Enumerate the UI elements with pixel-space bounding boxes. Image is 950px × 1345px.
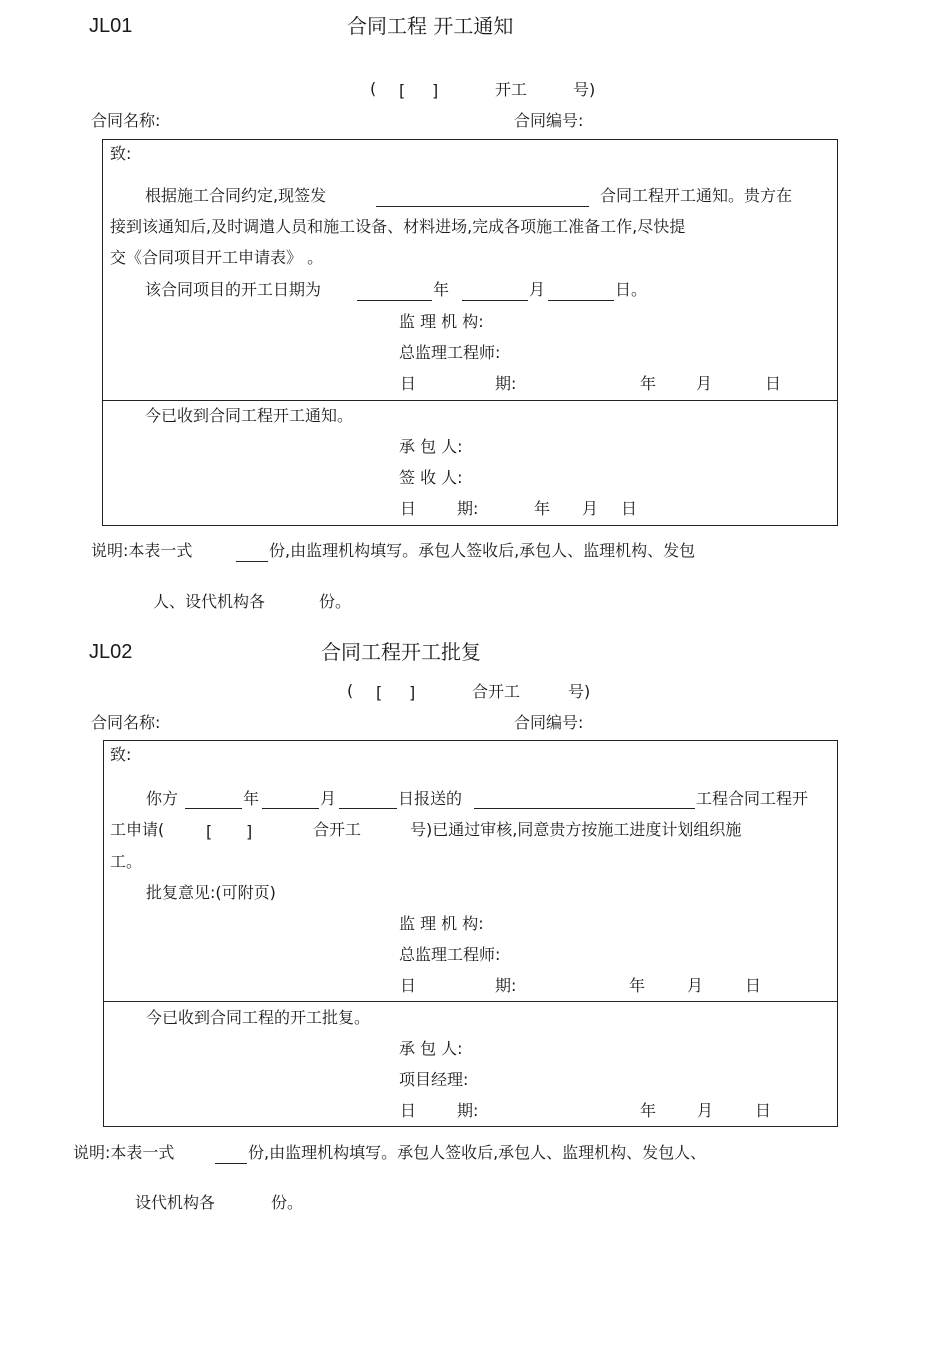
number-hao: 号) bbox=[568, 682, 591, 701]
month-blank[interactable] bbox=[262, 808, 319, 809]
month-label: 月 bbox=[529, 280, 546, 299]
number-left-bracket: [ bbox=[399, 81, 406, 100]
body-text: 工程合同工程开 bbox=[696, 789, 809, 808]
receipt-year: 年 bbox=[640, 1101, 657, 1120]
note-text: 份。 bbox=[271, 1193, 304, 1212]
receipt-month: 月 bbox=[582, 499, 599, 518]
supervision-org-label: 监 理 机 构: bbox=[399, 914, 484, 933]
receipt-day: 日 bbox=[755, 1101, 772, 1120]
body-text: 日报送的 bbox=[398, 789, 463, 808]
start-date-sentence: 该合同项目的开工日期为 bbox=[145, 280, 322, 299]
sign-year: 年 bbox=[629, 976, 646, 995]
number-right-bracket: ] bbox=[432, 81, 439, 100]
receipt-date-label: 日 bbox=[400, 499, 417, 518]
receipt-date-label: 期: bbox=[457, 1101, 479, 1120]
number-left-bracket: [ bbox=[376, 683, 383, 702]
contract-no-label: 合同编号: bbox=[514, 713, 584, 732]
sign-date-label: 期: bbox=[495, 374, 517, 393]
form-title: 合同工程开工批复 bbox=[321, 640, 481, 664]
receipt-date-label: 期: bbox=[457, 499, 479, 518]
note-text: 份,由监理机构填写。承包人签收后,承包人、监理机构、发包人、 bbox=[248, 1143, 707, 1162]
number-open-paren: ( bbox=[347, 681, 354, 700]
number-right-bracket: ] bbox=[246, 822, 253, 841]
sign-year: 年 bbox=[640, 374, 657, 393]
body-text: 接到该通知后,及时调遣人员和施工设备、材料进场,完成各项施工准备工作,尽快提 bbox=[110, 217, 686, 236]
body-text: 号)已通过审核,同意贵方按施工进度计划组织施 bbox=[410, 820, 742, 839]
year-blank[interactable] bbox=[185, 808, 242, 809]
form-title: 合同工程 开工通知 bbox=[347, 14, 514, 38]
receipt-year: 年 bbox=[534, 499, 551, 518]
table-divider bbox=[102, 400, 838, 401]
copies-blank[interactable] bbox=[215, 1163, 247, 1164]
project-name-blank[interactable] bbox=[376, 206, 589, 207]
signee-label: 签 收 人: bbox=[399, 468, 463, 487]
sign-date-label: 日 bbox=[400, 374, 417, 393]
contractor-label: 承 包 人: bbox=[399, 1039, 463, 1058]
contract-name-label: 合同名称: bbox=[91, 713, 161, 732]
contract-no-label: 合同编号: bbox=[514, 111, 584, 130]
opinion-label: 批复意见:(可附页) bbox=[146, 883, 276, 902]
receipt-day: 日 bbox=[621, 499, 638, 518]
year-label: 年 bbox=[433, 280, 450, 299]
note-text: 份,由监理机构填写。承包人签收后,承包人、监理机构、发包 bbox=[269, 541, 696, 560]
chief-engineer-label: 总监理工程师: bbox=[399, 945, 501, 964]
month-label: 月 bbox=[320, 789, 337, 808]
number-type: 开工 bbox=[495, 80, 528, 99]
to-label: 致: bbox=[110, 745, 132, 764]
body-text: 工。 bbox=[110, 852, 143, 871]
body-text: 交《合同项目开工申请表》 。 bbox=[110, 248, 324, 267]
day-blank[interactable] bbox=[339, 808, 397, 809]
copies-blank[interactable] bbox=[236, 561, 268, 562]
note-text: 份。 bbox=[319, 592, 352, 611]
body-text: 你方 bbox=[146, 789, 179, 808]
day-blank[interactable] bbox=[548, 300, 614, 301]
table-divider bbox=[103, 1001, 838, 1002]
number-right-bracket: ] bbox=[409, 683, 416, 702]
number-open-paren: ( bbox=[370, 79, 377, 98]
number-type: 合开工 bbox=[313, 820, 362, 839]
form-code: JL01 bbox=[89, 15, 133, 37]
sign-day: 日 bbox=[765, 374, 782, 393]
note-text: 人、设代机构各 bbox=[153, 592, 266, 611]
receipt-month: 月 bbox=[697, 1101, 714, 1120]
form-code: JL02 bbox=[89, 641, 133, 663]
sign-date-label: 期: bbox=[495, 976, 517, 995]
note-text: 说明:本表一式 bbox=[91, 541, 193, 560]
contractor-label: 承 包 人: bbox=[399, 437, 463, 456]
chief-engineer-label: 总监理工程师: bbox=[399, 343, 501, 362]
sign-month: 月 bbox=[696, 374, 713, 393]
supervision-org-label: 监 理 机 构: bbox=[399, 312, 484, 331]
note-text: 设代机构各 bbox=[135, 1193, 216, 1212]
body-text: 根据施工合同约定,现签发 bbox=[145, 186, 327, 205]
receipt-text: 今已收到合同工程的开工批复。 bbox=[146, 1008, 371, 1027]
project-name-blank[interactable] bbox=[474, 808, 695, 809]
body-text: 合同工程开工通知。贵方在 bbox=[600, 186, 793, 205]
receipt-date-label: 日 bbox=[400, 1101, 417, 1120]
day-label: 日。 bbox=[615, 280, 648, 299]
year-blank[interactable] bbox=[357, 300, 432, 301]
number-type: 合开工 bbox=[472, 682, 521, 701]
number-hao: 号) bbox=[573, 80, 596, 99]
body-text: 工申请( bbox=[110, 820, 165, 839]
sign-month: 月 bbox=[687, 976, 704, 995]
year-label: 年 bbox=[243, 789, 260, 808]
sign-day: 日 bbox=[745, 976, 762, 995]
contract-name-label: 合同名称: bbox=[91, 111, 161, 130]
month-blank[interactable] bbox=[462, 300, 528, 301]
note-text: 说明:本表一式 bbox=[73, 1143, 175, 1162]
receipt-text: 今已收到合同工程开工通知。 bbox=[145, 406, 354, 425]
project-manager-label: 项目经理: bbox=[399, 1070, 469, 1089]
to-label: 致: bbox=[110, 144, 132, 163]
number-left-bracket: [ bbox=[206, 822, 213, 841]
sign-date-label: 日 bbox=[400, 976, 417, 995]
